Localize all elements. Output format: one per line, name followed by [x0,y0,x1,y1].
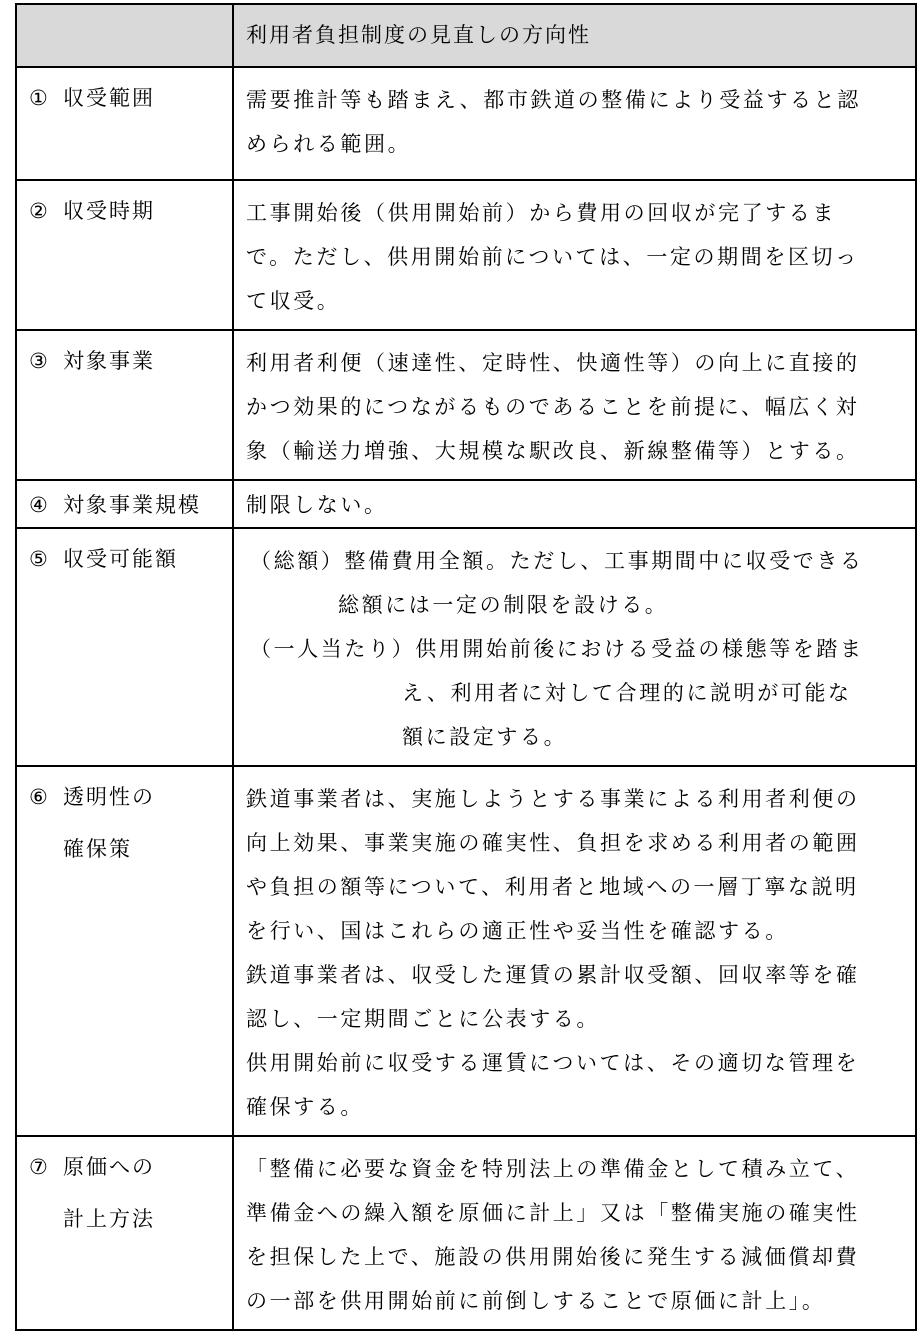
row-number: ③ [29,349,50,373]
row-label: 透明性の [63,785,155,809]
table-row [16,480,916,528]
row-label: 収受範囲 [63,86,155,110]
row-label: 対象事業 [63,349,155,373]
row-number: ④ [29,493,50,517]
table-row [16,180,916,330]
content-line: の一部を供用開始前に前倒しすることで原価に計上」。 [246,1289,826,1313]
row-label-cell [16,180,233,330]
table-row [16,528,916,766]
row-number: ② [29,199,50,223]
row-content-cell [233,528,916,766]
content-line: 供用開始前に収受する運賃については、その適切な管理を [246,1051,860,1075]
row-content-cell [233,330,916,480]
content-line: を行い、国はこれらの適正性や妥当性を確認する。 [246,919,789,943]
content-line: 額に設定する。 [402,725,568,749]
content-line: え、利用者に対して合理的に説明が可能な [402,681,852,705]
content-line: 工事開始後（供用開始前）から費用の回収が完了するま [246,201,836,225]
row-label: 対象事業規模 [63,493,201,517]
row-label-cell [16,528,233,766]
row-label: 収受可能額 [63,547,178,571]
content-line: 向上効果、事業実施の確実性、負担を求める利用者の範囲 [246,831,860,855]
content-line: 「整備に必要な資金を特別法上の準備金として積み立て、 [246,1157,860,1181]
header-blank-cell [16,4,233,67]
row-content-cell [233,67,916,180]
content-line: 需要推計等も踏まえ、都市鉄道の整備により受益すると認 [246,88,861,112]
header-row [16,4,916,67]
content-line: 利用者利便（速達性、定時性、快適性等）の向上に直接的 [246,351,860,375]
row-label-cell [16,766,233,1136]
table-row [16,1136,916,1330]
content-line: 象（輸送力増強、大規模な駅改良、新線整備等）とする。 [246,439,860,463]
row-label-cell [16,1136,233,1330]
row-number: ⑥ [29,785,50,809]
table-row [16,766,916,1136]
row-label: 原価への [63,1155,155,1179]
row-label: 計上方法 [63,1207,155,1231]
content-line: 確保する。 [246,1095,364,1119]
content-line: や負担の額等について、利用者と地域への一層丁寧な説明 [246,875,859,899]
row-label: 確保策 [63,837,132,861]
row-label-cell [16,67,233,180]
content-line: を担保した上で、施設の供用開始後に発生する減価償却費 [246,1245,860,1269]
header-title: 利用者負担制度の見直しの方向性 [233,4,916,67]
content-line: 鉄道事業者は、収受した運賃の累計収受額、回収率等を確 [246,963,860,987]
policy-table [15,3,917,1331]
content-line: 認し、一定期間ごとに公表する。 [246,1007,600,1031]
content-line: 総額には一定の制限を設ける。 [338,593,669,617]
row-content-cell [233,766,916,1136]
row-number: ⑦ [29,1155,50,1179]
row-number: ⑤ [29,547,50,571]
row-label-cell [16,480,233,528]
content-line: 鉄道事業者は、実施しようとする事業による利用者利便の [246,787,860,811]
content-line: （総額）整備費用全額。ただし、工事期間中に収受できる [250,549,864,573]
row-number: ① [29,86,50,110]
content-line: められる範囲。 [246,132,412,156]
content-line: 準備金への繰入額を原価に計上」又は「整備実施の確実性 [246,1201,860,1225]
table-row [16,330,916,480]
content-line: 制限しない。 [246,493,388,517]
row-label-cell [16,330,233,480]
row-content-cell [233,180,916,330]
content-line: て収受。 [246,289,341,313]
table-row [16,67,916,180]
row-content-cell [233,1136,916,1330]
row-label: 収受時期 [63,199,155,223]
content-line: （一人当たり）供用開始前後における受益の様態等を踏ま [250,637,864,661]
content-line: かつ効果的につながるものであることを前提に、幅広く対 [246,395,860,419]
content-line: で。ただし、供用開始前については、一定の期間を区切っ [246,245,859,269]
row-content-cell [233,480,916,528]
